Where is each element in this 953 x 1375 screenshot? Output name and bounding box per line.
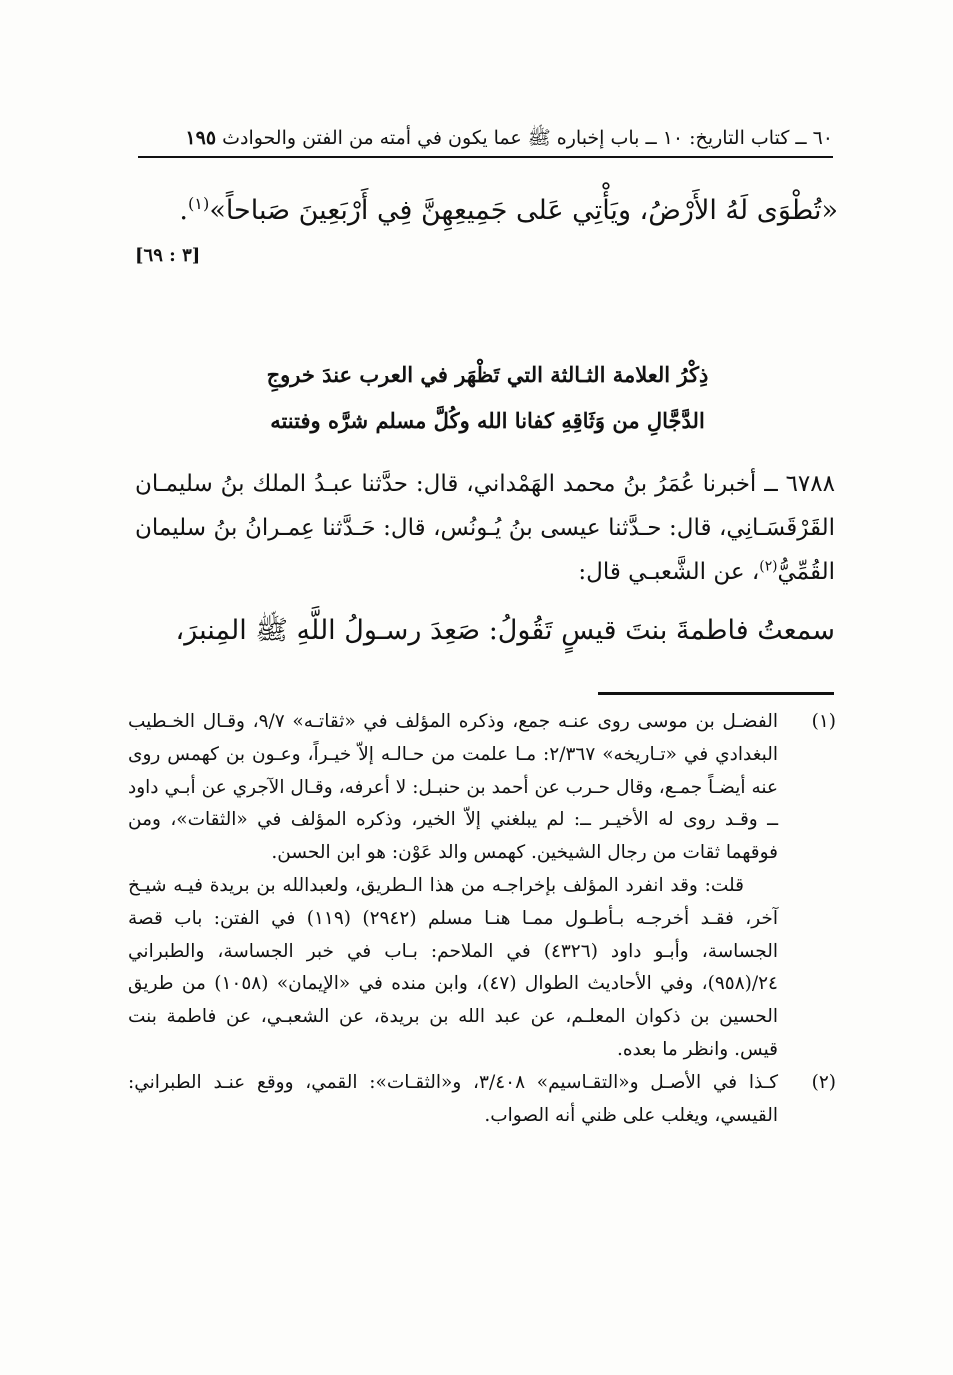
footnote-1 <box>128 706 836 1067</box>
previous-hadith-punct: . <box>179 195 188 226</box>
footnote-2-number: (٢) <box>811 1071 836 1093</box>
footnote-2 <box>128 1067 836 1133</box>
running-header <box>138 120 833 158</box>
footnote-1-paragraph-2: قلت: وقد انفرد المؤلف بإخراجـه من هذا الـطريق، ولعبدالله بن بريدة فيـه شيـخ آخر، فقـد أخرجـه بـأطـول ممـا هنـا مسلم (٢٩٤٢) (١١٩) في الفتن: باب قصة الجساسة، وأبـو داود (٤٣٢٦) في الملاحم: بـاب في خبر الجساسة، والطبراني ٢٤/(٩٥٨)، وفي الأحاديث الطوال (٤٧)، وابن منده في «الإيمان» (١٠٥٨) من طريق الحسين بن ذكوان المعلـم، عن عبد الله بن بريدة، عن الشعبـي، عن فاطمة بنت قيس. وانظر ما بعده. <box>128 874 779 1060</box>
footnote-1-number: (١) <box>811 711 836 732</box>
isnad-text: ٦٧٨٨ ــ أخبرنا عُمَرُ بنُ محمد الهَمْداني، قال: حدَّثنا عبـدُ الملك بنُ سليمـان القَرْقَسَـانِي، قال: حـدَّثنا عيسى بنُ يُـونُس، قال: حَـدَّثنا عِمـرانُ بنُ سليمان القُمِّيُّ <box>135 471 835 585</box>
header-hadith-number: ١٩٥ <box>185 127 217 149</box>
hadith-isnad <box>135 462 835 594</box>
footnote-2-paragraph-1: كـذا في الأصـل و«التقـاسيم» ٣/٤٠٨، و«الثقـات»: القمي، ووقع عنـد الطبراني: القيسي، ويغلب على ظني أنه الصواب. <box>128 1071 778 1126</box>
footnote-marker-1[interactable]: (١) <box>187 194 210 213</box>
footnote-separator <box>598 692 834 695</box>
isnad-text-end: ، عن الشَّعبـي قال: <box>578 559 760 585</box>
hadith-matn: سمعتُ فاطمةَ بنتَ قيسٍ تَقُولُ: صَعِدَ رسـولُ اللَّهِ ﷺ المِنبرَ، <box>175 615 835 646</box>
header-text: ٦٠ ــ كتاب التاريخ: ١٠ ــ باب إخباره ﷺ عما يكون في أمته من الفتن والحوادث <box>222 127 833 149</box>
footnote-marker-2[interactable]: (٢) <box>759 558 778 575</box>
footnotes <box>128 706 836 1132</box>
source-reference: [٣ : ٦٩] <box>135 245 201 266</box>
previous-hadith-ending <box>130 186 838 236</box>
footnote-1-paragraph-1: الفضـل بن موسى روى عنـه جمع، وذكره المؤلف في «ثقاتـه» ٩/٧، وقـال الخـطيب البغدادي في «تـاريخه» ٢/٣٦٧: مـا علمت من حـالـه إلاّ خيـراً، وعـون بن كهمس روى عنه أيضـاً جمـع، وقال حـرب عن أحمد بن حنبـل: لا أعرفه، وقـال الآجري عن أبـي داود ــ وقـد روى له الأخيـر ــ: لم يبلغني إلاّ الخير، وذكره المؤلف في «الثقات»، ومن فوقهما ثقات من رجال الشيخين. كهمس والد عَوْن: هو ابن الحسن. <box>128 711 778 864</box>
chapter-title-line-2: الدَّجَّالِ من وَثَاقِهِ كفانا الله وكُلَّ مسلم شرَّه وفتنته <box>270 408 705 433</box>
previous-hadith-text: «تُطْوَى لَهُ الأَرْضُ، ويَأْتِي عَلى جَمِيعِهِنَّ فِي أَرْبَعِينَ صَباحاً» <box>209 195 838 226</box>
chapter-title-line-1: ذِكْرُ العلامة الثـالثة التي تَظْهَر في العرب عندَ خروجِ <box>266 362 709 387</box>
chapter-title <box>140 352 835 444</box>
